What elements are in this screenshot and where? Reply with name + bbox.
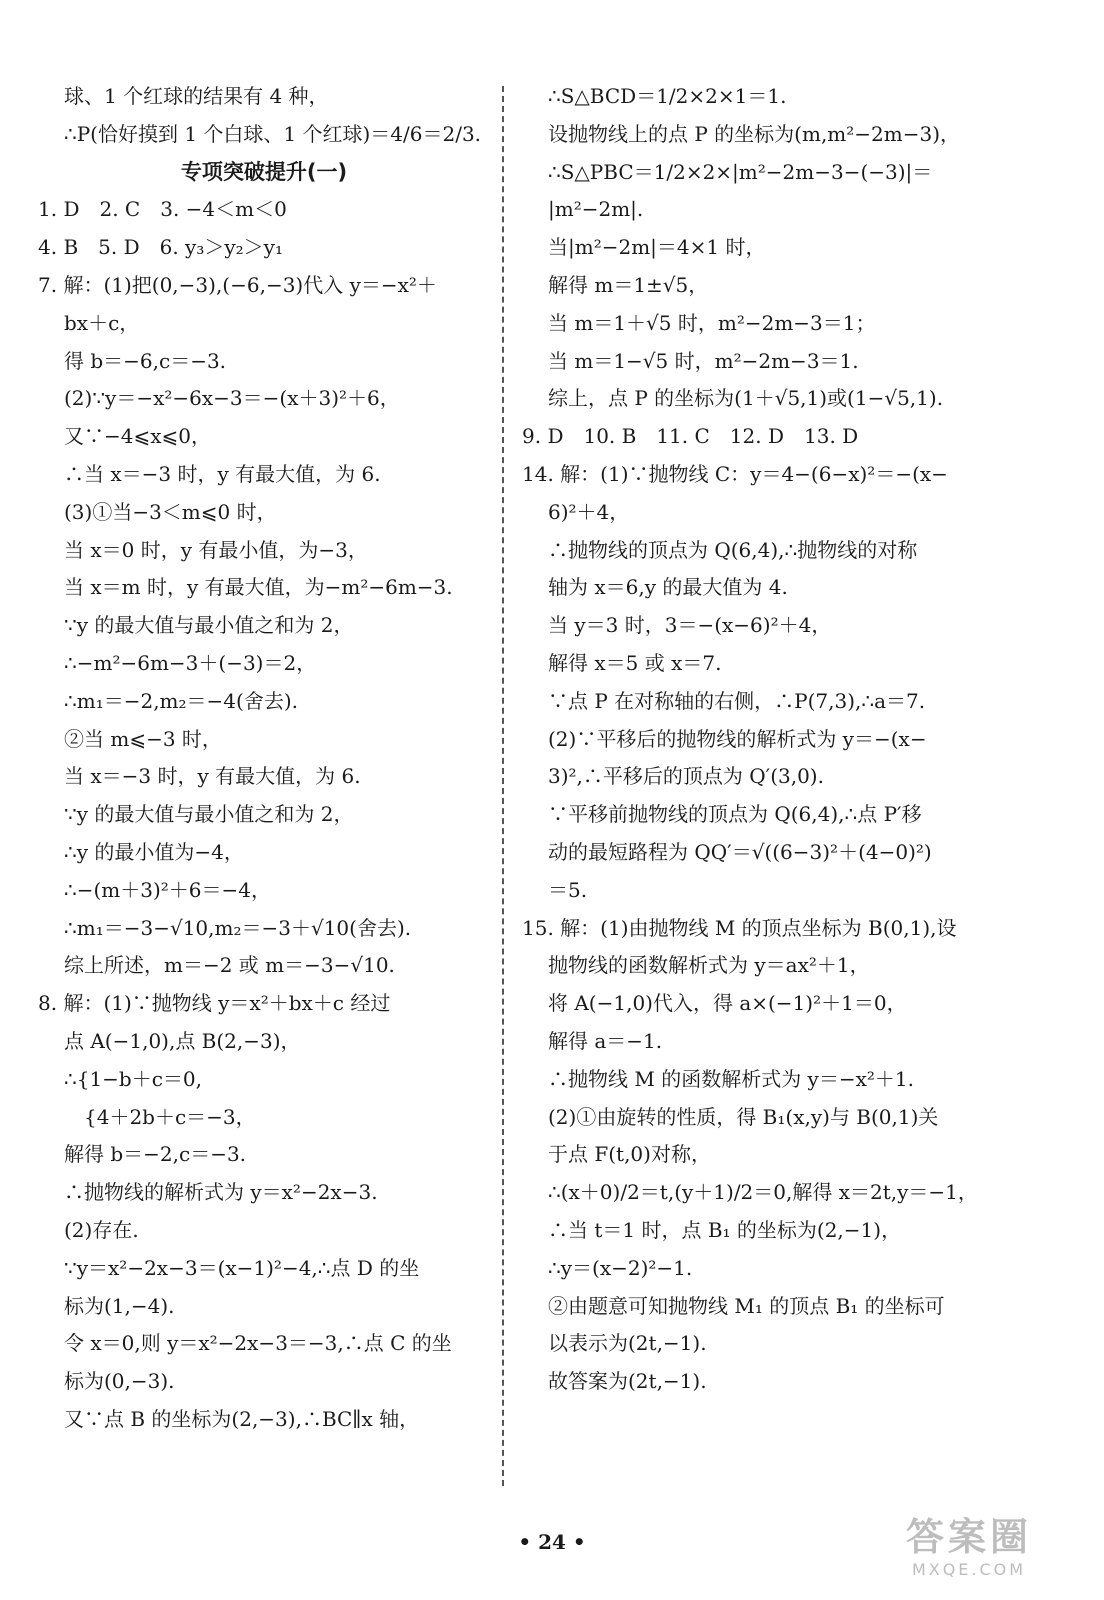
text-line: ∴(x＋0)/2＝t,(y＋1)/2＝0,解得 x＝2t,y＝−1， [548,1180,978,1205]
text-line: ②由题意可知抛物线 M₁ 的顶点 B₁ 的坐标可 [548,1293,945,1318]
text-line: 4. B 5. D 6. y₃＞y₂＞y₁ [38,235,283,260]
text-line: 综上，点 P 的坐标为(1＋√5,1)或(1−√5,1). [548,386,944,411]
text-line: 轴为 x＝6,y 的最大值为 4. [548,575,788,600]
text-line: ∴抛物线 M 的函数解析式为 y＝−x²＋1. [548,1066,914,1091]
text-line: ∴y 的最小值为−4， [64,839,244,864]
page-number: • 24 • [518,1530,586,1554]
text-line: 8. 解：(1)∵抛物线 y＝x²＋bx＋c 经过 [38,991,391,1016]
text-line: 标为(1,−4). [64,1293,175,1318]
text-line: 解得 m＝1±√5， [548,272,709,297]
text-line: ∵平移前抛物线的顶点为 Q(6,4),∴点 P′移 [548,802,922,827]
text-line: ∴抛物线的顶点为 Q(6,4),∴抛物线的对称 [548,537,918,562]
text-line: (2)存在. [64,1217,139,1242]
text-line: ∴当 t＝1 时，点 B₁ 的坐标为(2,−1)， [548,1217,902,1242]
text-line: 7. 解：(1)把(0,−3),(−6,−3)代入 y＝−x²＋ [38,272,437,297]
watermark-title: 答案圈 [905,1515,1032,1559]
text-line: 于点 F(t,0)对称， [548,1142,711,1167]
text-line: 设抛物线上的点 P 的坐标为(m,m²−2m−3)， [548,121,961,146]
right-column [522,78,980,1401]
text-line: ∴S△BCD＝1/2×2×1＝1. [548,84,787,108]
text-line: 故答案为(2t,−1). [548,1369,707,1394]
text-line: {4＋2b＋c＝−3， [64,1104,256,1129]
text-line: ∵y 的最大值与最小值之和为 2， [64,613,354,638]
text-line: 当 x＝−3 时，y 有最大值，为 6. [64,764,361,789]
text-line: 解得 x＝5 或 x＝7. [548,650,722,675]
text-line: 6)²＋4， [548,499,630,524]
text-line: 3)²,∴平移后的顶点为 Q′(3,0). [548,764,824,789]
text-line: ②当 m⩽−3 时， [64,726,222,751]
watermark-url: MXQE.COM [911,1560,1027,1579]
text-line: 当 m＝1＋√5 时，m²−2m−3＝1； [548,310,876,335]
text-line: 点 A(−1,0),点 B(2,−3)， [64,1028,301,1053]
text-line: 解得 a＝−1. [548,1028,663,1053]
watermark-logo [874,1514,1064,1586]
left-column [38,78,490,1439]
text-line: 以表示为(2t,−1). [548,1331,707,1356]
text-line: 解得 b＝−2,c＝−3. [64,1142,247,1167]
text-line: ∵点 P 在对称轴的右侧，∴P(7,3),∴a＝7. [548,688,926,713]
text-line: (2)①由旋转的性质，得 B₁(x,y)与 B(0,1)关 [548,1104,939,1129]
text-line: 当 m＝1−√5 时，m²−2m−3＝1. [548,348,859,373]
text-line: (2)∵y＝−x²−6x−3＝−(x＋3)²＋6， [64,386,400,411]
text-line: (2)∵平移后的抛物线的解析式为 y＝−(x− [548,726,927,751]
text-line: 15. 解：(1)由抛物线 M 的顶点坐标为 B(0,1),设 [522,915,957,940]
text-line: 得 b＝−6,c＝−3. [64,348,227,373]
text-line: ∴−m²−6m−3＋(−3)＝2， [64,650,317,675]
text-line: ∴−(m＋3)²＋6＝−4， [64,877,272,902]
text-line: 当 x＝0 时，y 有最小值，为−3， [64,537,368,562]
text-line: ∴抛物线的解析式为 y＝x²−2x−3. [64,1180,378,1205]
text-line: 9. D 10. B 11. C 12. D 13. D [522,424,859,449]
text-line: 球、1 个红球的结果有 4 种， [64,84,329,108]
text-line: ∵y＝x²−2x−3＝(x−1)²−4,∴点 D 的坐 [64,1255,420,1280]
text-line: 当 y＝3 时，3＝−(x−6)²＋4， [548,613,832,638]
text-line: 综上所述，m＝−2 或 m＝−3−√10. [64,953,395,978]
text-line: ∴m₁＝−2,m₂＝−4(舍去). [64,688,298,713]
text-line: 当 x＝m 时，y 有最大值，为−m²−6m−3. [64,575,453,600]
text-line: 将 A(−1,0)代入，得 a×(−1)²＋1＝0， [548,991,907,1016]
section-heading: 专项突破提升(一) [180,159,348,184]
text-line: bx＋c， [64,310,140,335]
text-line: (3)①当−3＜m⩽0 时， [64,499,277,524]
text-line: ∴{1−b＋c＝0, [64,1066,203,1091]
text-line: ∴P(恰好摸到 1 个白球、1 个红球)＝4/6＝2/3. [64,121,482,146]
text-line: 又∵点 B 的坐标为(2,−3),∴BC∥x 轴， [64,1406,420,1431]
text-line: 1. D 2. C 3. −4＜m＜0 [38,197,287,222]
text-line: 抛物线的函数解析式为 y＝ax²＋1， [548,953,870,978]
text-line: 14. 解：(1)∵抛物线 C：y＝4−(6−x)²＝−(x− [522,461,948,486]
text-line: 当|m²−2m|＝4×1 时， [548,235,766,260]
text-line: ∵y 的最大值与最小值之和为 2， [64,802,354,827]
text-line: ∴m₁＝−3−√10,m₂＝−3＋√10(舍去). [64,915,412,940]
text-line: ∴y＝(x−2)²−1. [548,1255,693,1280]
text-line: |m²−2m|. [548,197,644,222]
column-divider [502,86,504,1486]
text-line: ＝5. [548,877,588,902]
text-line: ∴S△PBC＝1/2×2×|m²−2m−3−(−3)|＝ [548,159,933,184]
text-line: ∴当 x＝−3 时，y 有最大值，为 6. [64,461,381,486]
text-line: 标为(0,−3). [64,1369,175,1394]
text-line: 令 x＝0,则 y＝x²−2x−3＝−3,∴点 C 的坐 [64,1331,452,1356]
text-line: 又∵−4⩽x⩽0， [64,424,212,449]
text-line: 动的最短路程为 QQ′＝√((6−3)²＋(4−0)²) [548,839,932,864]
